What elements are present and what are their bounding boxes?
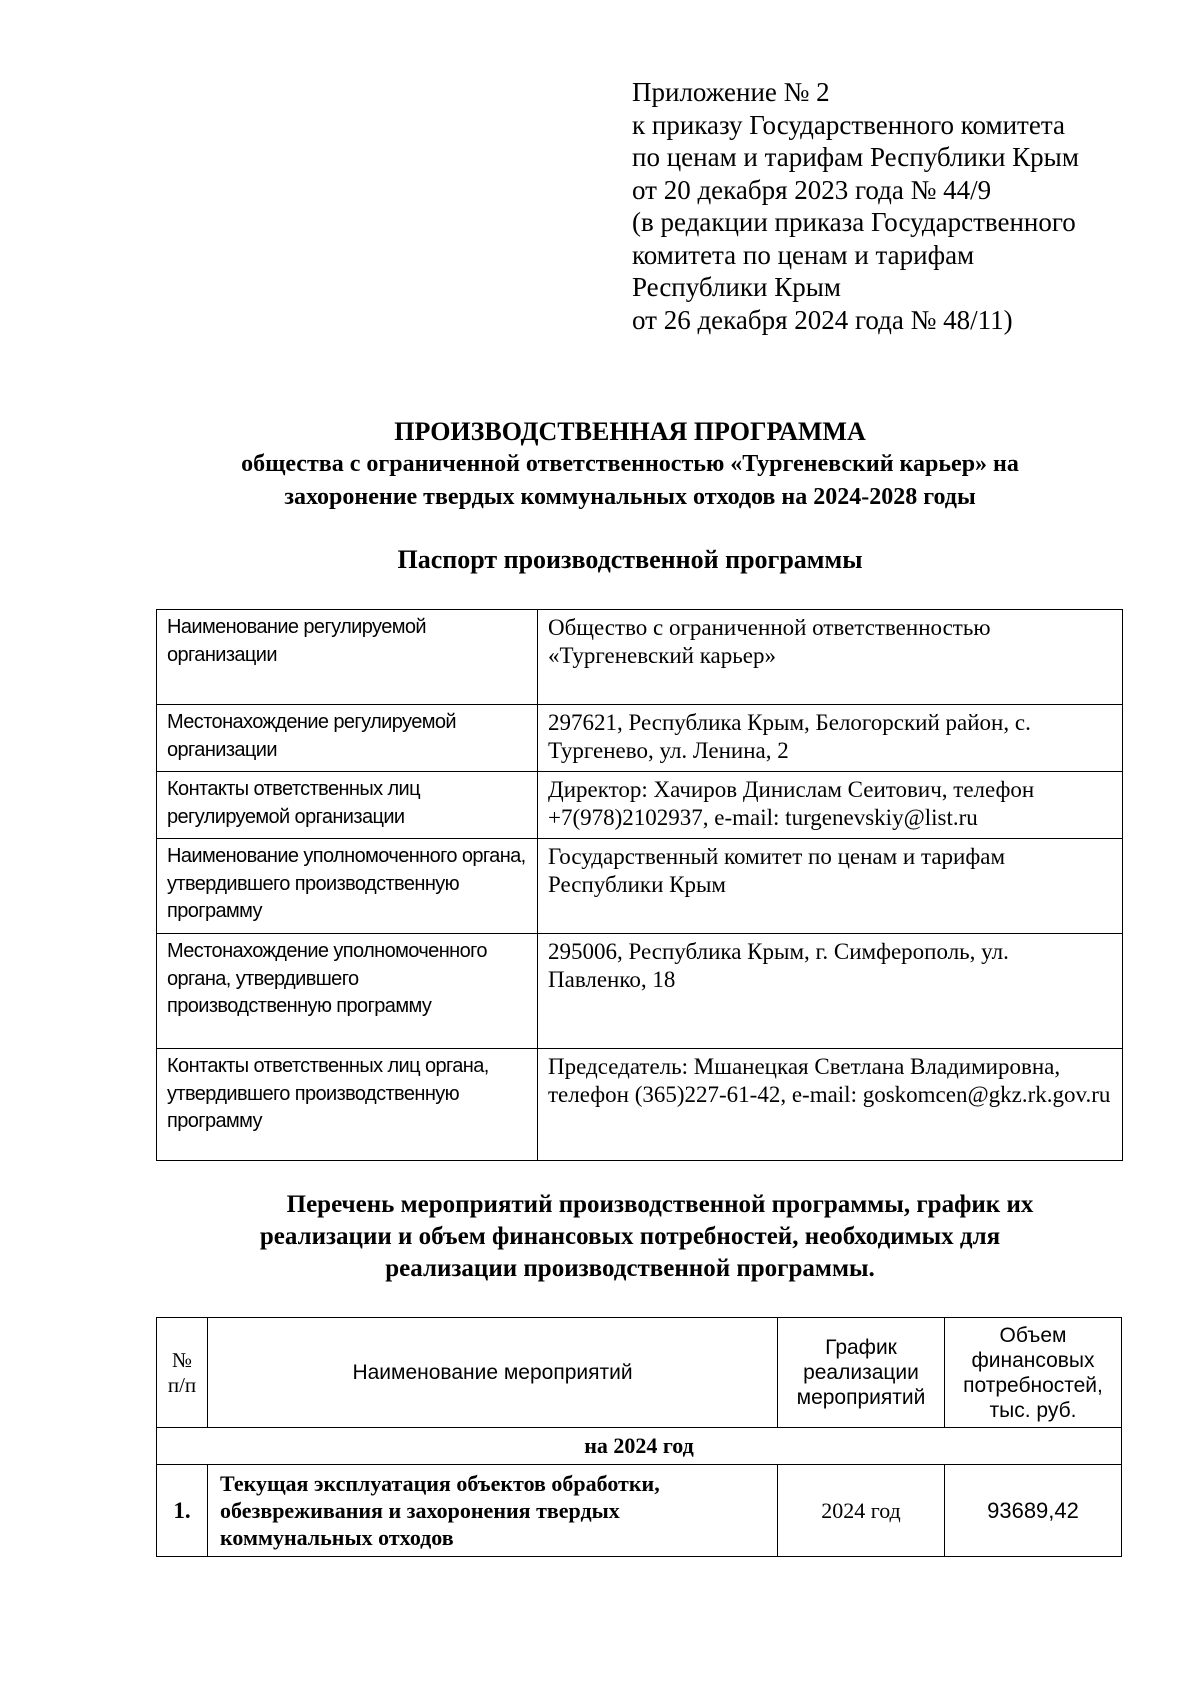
title-line: захоронение твердых коммунальных отходов на 2024-2028 годы (284, 484, 976, 510)
table-row (157, 1465, 1122, 1557)
program-title (100, 416, 1160, 514)
event-name: Текущая эксплуатация объектов обработки, обезвреживания и захоронения твердых коммунальных отходов (208, 1465, 778, 1557)
passport-label: Местонахождение уполномоченного органа, утвердившего производственную программу (157, 934, 538, 1049)
event-amount: 93689,42 (945, 1465, 1122, 1557)
table-row (157, 610, 1123, 705)
passport-label: Наименование регулируемой организации (157, 610, 538, 705)
table-row (157, 1049, 1123, 1161)
year-row: на 2024 год (157, 1428, 1122, 1465)
passport-heading: Паспорт производственной программы (397, 545, 863, 574)
event-schedule: 2024 год (778, 1465, 945, 1557)
heading-line: реализации и объем финансовых потребностей, необходимых для (259, 1223, 1001, 1250)
column-header-name: Наименование мероприятий (208, 1318, 778, 1428)
event-number: 1. (157, 1465, 208, 1557)
table-header-row (157, 1318, 1122, 1428)
passport-value: Председатель: Мшанецкая Светлана Владимировна, телефон (365)227-61-42, e-mail: goskomcen@gkz.rk.gov.ru (538, 1049, 1123, 1161)
passport-table (156, 609, 1123, 1161)
passport-value: 297621, Республика Крым, Белогорский район, с. Тургенево, ул. Ленина, 2 (538, 705, 1123, 772)
passport-value: Общество с ограниченной ответственностью «Тургеневский карьер» (538, 610, 1123, 705)
appendix-line: по ценам и тарифам Республики Крым (632, 142, 1079, 172)
appendix-line: к приказу Государственного комитета (632, 109, 1065, 140)
appendix-line: Республики Крым (632, 272, 841, 302)
events-table (156, 1317, 1122, 1557)
passport-value: Директор: Хачиров Динислам Сеитович, телефон +7(978)2102937, e-mail: turgenevskiy@list.ru (538, 772, 1123, 839)
passport-label: Местонахождение регулируемой организации (157, 705, 538, 772)
column-header-num: № п/п (157, 1318, 208, 1428)
heading-line: Перечень мероприятий производственной программы, график их (286, 1191, 1034, 1218)
title-line: общества с ограниченной ответственностью «Тургеневский карьер» на (241, 451, 1019, 477)
table-row (157, 772, 1123, 839)
heading-line: реализации производственной программы. (385, 1255, 875, 1282)
column-header-amount: Объем финансовых потребностей, тыс. руб. (945, 1318, 1122, 1428)
appendix-note (632, 76, 1152, 336)
appendix-line: от 26 декабря 2024 года № 48/11) (632, 304, 1013, 335)
table-row (157, 1428, 1122, 1465)
appendix-line: (в редакции приказа Государственного (632, 207, 1076, 237)
passport-label: Контакты ответственных лиц регулируемой организации (157, 772, 538, 839)
passport-value: 295006, Республика Крым, г. Симферополь, ул. Павленко, 18 (538, 934, 1123, 1049)
passport-label: Наименование уполномоченного органа, утвердившего производственную программу (157, 839, 538, 934)
appendix-line: от 20 декабря 2023 года № 44/9 (632, 174, 992, 205)
passport-label: Контакты ответственных лиц органа, утвердившего производственную программу (157, 1049, 538, 1161)
title-main: ПРОИЗВОДСТВЕННАЯ ПРОГРАММА (394, 417, 866, 446)
table-row (157, 839, 1123, 934)
events-heading (100, 1189, 1160, 1285)
appendix-line: Приложение № 2 (632, 77, 830, 107)
appendix-line: комитета по ценам и тарифам (632, 239, 975, 270)
table-row (157, 705, 1123, 772)
table-row (157, 934, 1123, 1049)
passport-value: Государственный комитет по ценам и тарифам Республики Крым (538, 839, 1123, 934)
column-header-schedule: График реализации мероприятий (778, 1318, 945, 1428)
